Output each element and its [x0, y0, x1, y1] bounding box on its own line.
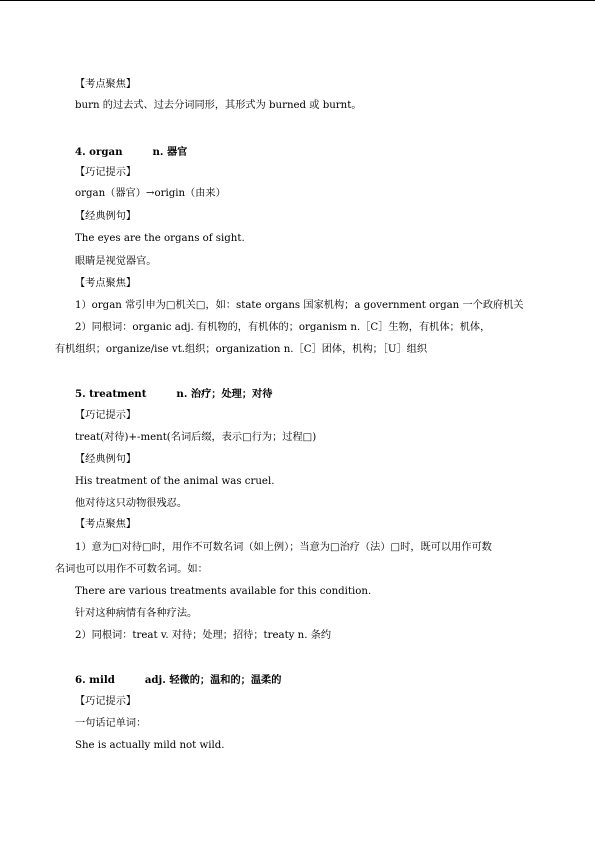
text-line: 2）同根词：treat v. 对待；处理；招待；treaty n. 条约 [75, 630, 332, 641]
example-sentence: She is actually mild not wild. [75, 740, 225, 751]
example-translation: 他对待这只动物很残忍。 [75, 498, 188, 509]
entry-heading-organ [75, 145, 187, 159]
text-line: 一句话记单词： [75, 718, 147, 729]
text-line: treat(对待)+-ment(名词后缀，表示□行为；过程□) [75, 432, 317, 443]
section-label-example: 【经典例句】 [75, 454, 137, 465]
text-line: 1）organ 常引申为□机关□，如：state organs 国家机构；a government organ 一个政府机关 [75, 300, 524, 311]
section-label-exam-focus: 【考点聚焦】 [75, 79, 137, 90]
entry-heading-treatment [75, 387, 272, 401]
section-label-exam-focus: 【考点聚焦】 [75, 519, 137, 530]
section-label-example: 【经典例句】 [75, 211, 137, 222]
text-line: burn 的过去式、过去分词同形，其形式为 burned 或 burnt。 [75, 100, 362, 111]
text-line: 名词也可以用作不可数名词。如： [55, 564, 208, 575]
entry-word: 5. treatment [75, 388, 147, 400]
example-translation: 针对这种病情有各种疗法。 [75, 608, 198, 619]
section-label-memory-tip: 【巧记提示】 [75, 167, 137, 178]
entry-pos-meaning: n. 器官 [152, 146, 188, 158]
entry-pos-meaning: n. 治疗；处理；对待 [176, 388, 273, 400]
text-line: organ（器官）→origin（由来） [75, 188, 226, 199]
example-sentence: The eyes are the organs of sight. [75, 233, 245, 244]
example-translation: 眼睛是视觉器官。 [75, 256, 157, 267]
text-line: 2）同根词：organic adj. 有机物的，有机体的；organism n.［C］生物，有机体；机体， [75, 322, 491, 333]
text-line: 1）意为□对待□时，用作不可数名词（如上例）；当意为□治疗（法）□时，既可以用作可数 [75, 542, 492, 553]
example-sentence: His treatment of the animal was cruel. [75, 476, 275, 487]
entry-word: 6. mild [75, 674, 115, 686]
section-label-exam-focus: 【考点聚焦】 [75, 278, 137, 289]
example-sentence: There are various treatments available for this condition. [75, 586, 372, 597]
section-label-memory-tip: 【巧记提示】 [75, 696, 137, 707]
entry-pos-meaning: adj. 轻微的；温和的；温柔的 [144, 674, 282, 686]
section-label-memory-tip: 【巧记提示】 [75, 410, 137, 421]
entry-word: 4. organ [75, 146, 123, 158]
entry-heading-mild [75, 673, 281, 687]
text-line: 有机组织；organize/ise vt.组织；organization n.［C］团体，机构；［U］组织 [55, 344, 428, 355]
